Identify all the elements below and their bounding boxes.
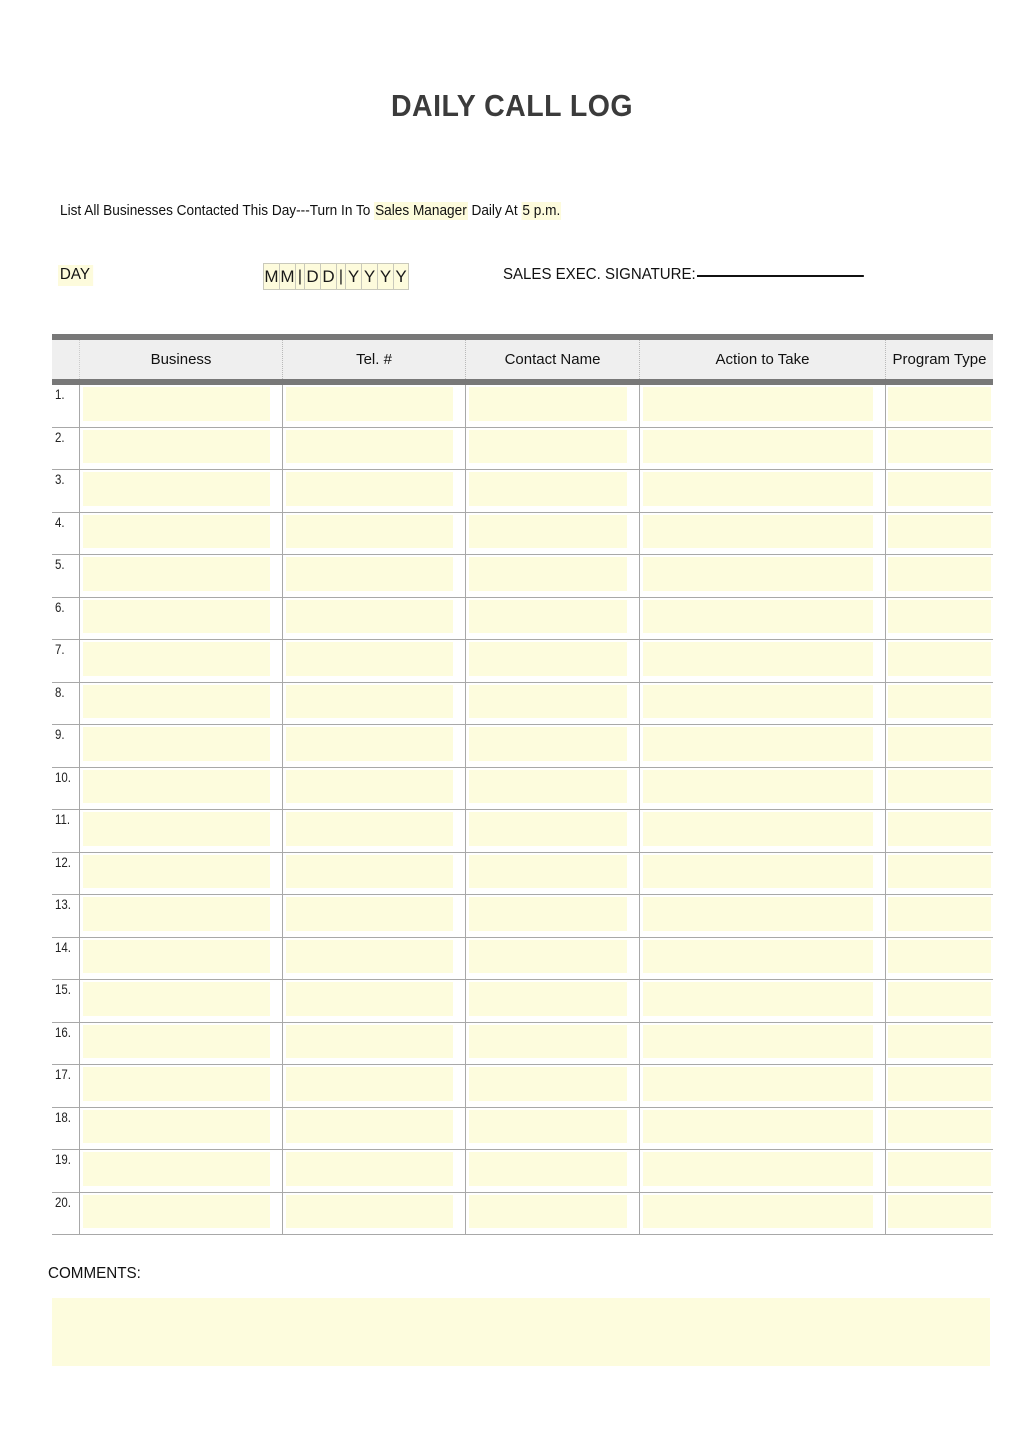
cell-action-to-take[interactable] (640, 1108, 886, 1150)
cell-program-type[interactable] (886, 1108, 993, 1150)
comments-input[interactable] (52, 1298, 990, 1366)
input-contact-name[interactable] (469, 472, 627, 506)
row-number (52, 385, 80, 427)
row-number (52, 895, 80, 937)
date-separator-1: | (295, 263, 304, 290)
cell-program-type[interactable] (886, 555, 993, 597)
input-business[interactable] (83, 685, 270, 719)
input-tel[interactable] (286, 600, 453, 634)
input-tel[interactable] (286, 770, 453, 804)
cell-business[interactable] (80, 938, 283, 980)
cell-tel[interactable] (283, 598, 466, 640)
cell-program-type[interactable] (886, 768, 993, 810)
instruction-field-time[interactable]: 5 p.m. (522, 203, 561, 219)
input-contact-name[interactable] (469, 600, 627, 634)
instruction-text-part1: List All Businesses Contacted This Day---Turn In To (60, 203, 375, 219)
input-business[interactable] (83, 940, 270, 974)
cell-action-to-take[interactable] (640, 1023, 886, 1065)
row-number-label: 15. (55, 981, 71, 997)
cell-action-to-take[interactable] (640, 768, 886, 810)
input-program-type[interactable] (888, 472, 991, 506)
cell-program-type[interactable] (886, 1193, 993, 1235)
cell-contact-name[interactable] (466, 768, 640, 810)
cell-contact-name[interactable] (466, 810, 640, 852)
table-row (52, 853, 993, 896)
cell-tel[interactable] (283, 470, 466, 512)
cell-program-type[interactable] (886, 1023, 993, 1065)
input-action-to-take[interactable] (643, 812, 873, 846)
row-number-label: 2. (55, 428, 65, 445)
input-business[interactable] (83, 855, 270, 889)
input-contact-name[interactable] (469, 897, 627, 931)
cell-contact-name[interactable] (466, 683, 640, 725)
input-tel[interactable] (286, 1195, 453, 1229)
input-tel[interactable] (286, 1025, 453, 1059)
cell-business[interactable] (80, 1065, 283, 1107)
page-title: DAILY CALL LOG (390, 88, 634, 123)
input-action-to-take[interactable] (643, 642, 873, 676)
input-business[interactable] (83, 515, 270, 549)
cell-tel[interactable] (283, 640, 466, 682)
column-header-contact-name: Contact Name (466, 340, 640, 379)
date-box-year-4[interactable]: Y (393, 263, 409, 290)
date-box-day-1[interactable]: D (304, 263, 320, 290)
input-business[interactable] (83, 387, 270, 421)
cell-contact-name[interactable] (466, 385, 640, 427)
input-action-to-take[interactable] (643, 1067, 873, 1101)
row-number-label: 5. (55, 556, 65, 572)
cell-business[interactable] (80, 428, 283, 470)
table-row (52, 980, 993, 1023)
input-tel[interactable] (286, 685, 453, 719)
cell-business[interactable] (80, 598, 283, 640)
table-row (52, 470, 993, 513)
cell-tel[interactable] (283, 768, 466, 810)
cell-action-to-take[interactable] (640, 683, 886, 725)
table-row (52, 768, 993, 811)
input-action-to-take[interactable] (643, 515, 873, 549)
input-contact-name[interactable] (469, 1110, 627, 1144)
date-box-year-2[interactable]: Y (361, 263, 377, 290)
input-program-type[interactable] (888, 685, 991, 719)
input-contact-name[interactable] (469, 1025, 627, 1059)
input-program-type[interactable] (888, 1110, 991, 1144)
cell-contact-name[interactable] (466, 938, 640, 980)
input-contact-name[interactable] (469, 770, 627, 804)
row-number-label: 8. (55, 683, 65, 700)
signature-input-line[interactable] (697, 275, 864, 277)
date-box-month-2[interactable]: M (279, 263, 295, 290)
cell-tel[interactable] (283, 938, 466, 980)
cell-contact-name[interactable] (466, 1108, 640, 1150)
row-number-label: 13. (55, 896, 71, 912)
table-row (52, 810, 993, 853)
cell-business[interactable] (80, 980, 283, 1022)
input-business[interactable] (83, 897, 270, 931)
day-field[interactable]: DAY (58, 265, 93, 286)
table-row (52, 683, 993, 726)
row-number-label: 11. (55, 811, 71, 827)
cell-action-to-take[interactable] (640, 938, 886, 980)
row-number-label: 20. (55, 1193, 71, 1210)
cell-business[interactable] (80, 1150, 283, 1192)
input-contact-name[interactable] (469, 387, 627, 421)
table-row (52, 1023, 993, 1066)
input-action-to-take[interactable] (643, 727, 873, 761)
input-action-to-take[interactable] (643, 897, 873, 931)
instruction-text-part2: Daily At (467, 203, 522, 219)
column-header-action-to-take: Action to Take (640, 340, 886, 379)
row-number-label: 19. (55, 1151, 71, 1167)
cell-business[interactable] (80, 1023, 283, 1065)
input-contact-name[interactable] (469, 982, 627, 1016)
cell-business[interactable] (80, 768, 283, 810)
input-program-type[interactable] (888, 387, 991, 421)
date-box-month-1[interactable]: M (263, 263, 279, 290)
row-number-label: 3. (55, 471, 65, 487)
cell-contact-name[interactable] (466, 470, 640, 512)
cell-program-type[interactable] (886, 1150, 993, 1192)
row-number (52, 938, 80, 980)
input-program-type[interactable] (888, 727, 991, 761)
cell-tel[interactable] (283, 1065, 466, 1107)
table-row (52, 938, 993, 981)
cell-contact-name[interactable] (466, 555, 640, 597)
input-tel[interactable] (286, 430, 453, 464)
input-business[interactable] (83, 1067, 270, 1101)
table-row (52, 598, 993, 641)
input-business[interactable] (83, 1025, 270, 1059)
cell-business[interactable] (80, 1108, 283, 1150)
input-contact-name[interactable] (469, 430, 627, 464)
cell-program-type[interactable] (886, 980, 993, 1022)
input-program-type[interactable] (888, 515, 991, 549)
input-contact-name[interactable] (469, 940, 627, 974)
row-number (52, 555, 80, 597)
cell-business[interactable] (80, 725, 283, 767)
input-contact-name[interactable] (469, 557, 627, 591)
input-program-type[interactable] (888, 1025, 991, 1059)
cell-program-type[interactable] (886, 938, 993, 980)
table-row (52, 1065, 993, 1108)
input-business[interactable] (83, 430, 270, 464)
cell-business[interactable] (80, 683, 283, 725)
row-number-label: 16. (55, 1023, 71, 1040)
cell-program-type[interactable] (886, 513, 993, 555)
table-row (52, 555, 993, 598)
cell-business[interactable] (80, 513, 283, 555)
column-header-tel: Tel. # (283, 340, 466, 379)
cell-action-to-take[interactable] (640, 470, 886, 512)
cell-business[interactable] (80, 640, 283, 682)
cell-action-to-take[interactable] (640, 385, 886, 427)
input-action-to-take[interactable] (643, 1025, 873, 1059)
cell-action-to-take[interactable] (640, 1193, 886, 1235)
table-row (52, 428, 993, 471)
row-number (52, 1150, 80, 1192)
cell-contact-name[interactable] (466, 428, 640, 470)
input-contact-name[interactable] (469, 642, 627, 676)
input-action-to-take[interactable] (643, 472, 873, 506)
cell-program-type[interactable] (886, 683, 993, 725)
table-row (52, 1193, 993, 1236)
cell-business[interactable] (80, 853, 283, 895)
cell-tel[interactable] (283, 555, 466, 597)
input-business[interactable] (83, 1195, 270, 1229)
cell-tel[interactable] (283, 1023, 466, 1065)
signature-row (503, 266, 864, 284)
input-tel[interactable] (286, 940, 453, 974)
cell-contact-name[interactable] (466, 598, 640, 640)
cell-business[interactable] (80, 895, 283, 937)
input-contact-name[interactable] (469, 1067, 627, 1101)
instruction-field-sales-manager[interactable]: Sales Manager (375, 203, 467, 219)
row-number-label: 9. (55, 726, 65, 742)
input-program-type[interactable] (888, 1067, 991, 1101)
input-business[interactable] (83, 812, 270, 846)
date-box-year-3[interactable]: Y (377, 263, 393, 290)
input-tel[interactable] (286, 642, 453, 676)
row-number (52, 428, 80, 470)
input-business[interactable] (83, 1152, 270, 1186)
input-action-to-take[interactable] (643, 685, 873, 719)
row-number-label: 17. (55, 1066, 71, 1082)
input-tel[interactable] (286, 812, 453, 846)
row-number-label: 14. (55, 938, 71, 955)
input-business[interactable] (83, 472, 270, 506)
input-business[interactable] (83, 642, 270, 676)
input-program-type[interactable] (888, 897, 991, 931)
cell-program-type[interactable] (886, 1065, 993, 1107)
cell-business[interactable] (80, 555, 283, 597)
input-contact-name[interactable] (469, 855, 627, 889)
input-tel[interactable] (286, 1110, 453, 1144)
cell-action-to-take[interactable] (640, 598, 886, 640)
cell-tel[interactable] (283, 725, 466, 767)
cell-contact-name[interactable] (466, 1193, 640, 1235)
cell-tel[interactable] (283, 895, 466, 937)
signature-label: SALES EXEC. SIGNATURE: (503, 266, 696, 283)
row-number (52, 683, 80, 725)
cell-tel[interactable] (283, 385, 466, 427)
input-action-to-take[interactable] (643, 557, 873, 591)
input-business[interactable] (83, 982, 270, 1016)
input-program-type[interactable] (888, 770, 991, 804)
table-row (52, 895, 993, 938)
row-number-label: 10. (55, 768, 71, 785)
input-program-type[interactable] (888, 557, 991, 591)
row-number (52, 598, 80, 640)
table-row (52, 725, 993, 768)
input-tel[interactable] (286, 982, 453, 1016)
cell-tel[interactable] (283, 513, 466, 555)
input-program-type[interactable] (888, 812, 991, 846)
table-row (52, 1150, 993, 1193)
date-separator-2: | (336, 263, 345, 290)
input-business[interactable] (83, 557, 270, 591)
cell-business[interactable] (80, 470, 283, 512)
input-program-type[interactable] (888, 940, 991, 974)
cell-tel[interactable] (283, 1150, 466, 1192)
input-action-to-take[interactable] (643, 982, 873, 1016)
cell-program-type[interactable] (886, 428, 993, 470)
date-box-day-2[interactable]: D (320, 263, 336, 290)
cell-tel[interactable] (283, 428, 466, 470)
cell-program-type[interactable] (886, 895, 993, 937)
table-row (52, 640, 993, 683)
cell-contact-name[interactable] (466, 980, 640, 1022)
input-business[interactable] (83, 1110, 270, 1144)
input-business[interactable] (83, 600, 270, 634)
input-tel[interactable] (286, 1152, 453, 1186)
cell-program-type[interactable] (886, 725, 993, 767)
cell-program-type[interactable] (886, 598, 993, 640)
cell-tel[interactable] (283, 683, 466, 725)
date-box-year-1[interactable]: Y (345, 263, 361, 290)
date-entry-boxes[interactable] (263, 263, 409, 290)
row-number (52, 640, 80, 682)
cell-tel[interactable] (283, 853, 466, 895)
table-row (52, 385, 993, 428)
input-program-type[interactable] (888, 1152, 991, 1186)
row-number (52, 470, 80, 512)
input-action-to-take[interactable] (643, 600, 873, 634)
table-header-row (52, 334, 993, 385)
input-tel[interactable] (286, 557, 453, 591)
input-contact-name[interactable] (469, 1195, 627, 1229)
row-number-label: 1. (55, 386, 65, 402)
cell-action-to-take[interactable] (640, 640, 886, 682)
table-body (52, 385, 993, 1235)
input-action-to-take[interactable] (643, 770, 873, 804)
cell-action-to-take[interactable] (640, 555, 886, 597)
input-tel[interactable] (286, 727, 453, 761)
input-program-type[interactable] (888, 855, 991, 889)
input-contact-name[interactable] (469, 515, 627, 549)
row-number (52, 810, 80, 852)
cell-action-to-take[interactable] (640, 513, 886, 555)
cell-program-type[interactable] (886, 810, 993, 852)
cell-program-type[interactable] (886, 385, 993, 427)
input-tel[interactable] (286, 515, 453, 549)
input-program-type[interactable] (888, 1195, 991, 1229)
cell-contact-name[interactable] (466, 1150, 640, 1192)
input-contact-name[interactable] (469, 812, 627, 846)
call-log-table (52, 334, 993, 1235)
cell-business[interactable] (80, 1193, 283, 1235)
cell-business[interactable] (80, 810, 283, 852)
column-header-program-type: Program Type (892, 351, 987, 368)
cell-tel[interactable] (283, 980, 466, 1022)
cell-action-to-take[interactable] (640, 1065, 886, 1107)
row-number (52, 1193, 80, 1235)
cell-business[interactable] (80, 385, 283, 427)
input-business[interactable] (83, 727, 270, 761)
column-header-business: Business (80, 340, 283, 379)
input-action-to-take[interactable] (643, 1195, 873, 1229)
input-program-type[interactable] (888, 430, 991, 464)
cell-action-to-take[interactable] (640, 895, 886, 937)
row-number (52, 980, 80, 1022)
cell-contact-name[interactable] (466, 1065, 640, 1107)
input-contact-name[interactable] (469, 1152, 627, 1186)
cell-contact-name[interactable] (466, 895, 640, 937)
input-program-type[interactable] (888, 600, 991, 634)
input-action-to-take[interactable] (643, 387, 873, 421)
input-action-to-take[interactable] (643, 1152, 873, 1186)
cell-program-type[interactable] (886, 470, 993, 512)
row-number-label: 6. (55, 598, 65, 615)
row-number-label: 4. (55, 513, 65, 530)
cell-contact-name[interactable] (466, 513, 640, 555)
cell-action-to-take[interactable] (640, 810, 886, 852)
input-program-type[interactable] (888, 642, 991, 676)
cell-tel[interactable] (283, 1108, 466, 1150)
cell-action-to-take[interactable] (640, 853, 886, 895)
cell-contact-name[interactable] (466, 725, 640, 767)
input-contact-name[interactable] (469, 685, 627, 719)
input-tel[interactable] (286, 897, 453, 931)
column-header-number (52, 340, 80, 379)
input-action-to-take[interactable] (643, 430, 873, 464)
cell-contact-name[interactable] (466, 640, 640, 682)
input-business[interactable] (83, 770, 270, 804)
input-tel[interactable] (286, 387, 453, 421)
cell-action-to-take[interactable] (640, 980, 886, 1022)
table-row (52, 513, 993, 556)
cell-tel[interactable] (283, 1193, 466, 1235)
row-number (52, 853, 80, 895)
row-number (52, 1023, 80, 1065)
cell-program-type[interactable] (886, 640, 993, 682)
input-action-to-take[interactable] (643, 940, 873, 974)
cell-contact-name[interactable] (466, 1023, 640, 1065)
input-tel[interactable] (286, 855, 453, 889)
row-number (52, 725, 80, 767)
row-number-label: 12. (55, 853, 71, 870)
cell-action-to-take[interactable] (640, 428, 886, 470)
instruction-line (60, 203, 561, 219)
cell-program-type[interactable] (886, 853, 993, 895)
cell-action-to-take[interactable] (640, 725, 886, 767)
input-contact-name[interactable] (469, 727, 627, 761)
row-number (52, 1108, 80, 1150)
row-number (52, 1065, 80, 1107)
cell-tel[interactable] (283, 810, 466, 852)
cell-action-to-take[interactable] (640, 1150, 886, 1192)
row-number-label: 7. (55, 641, 65, 657)
input-tel[interactable] (286, 472, 453, 506)
row-number (52, 768, 80, 810)
input-tel[interactable] (286, 1067, 453, 1101)
input-program-type[interactable] (888, 982, 991, 1016)
comments-label: COMMENTS: (48, 1265, 141, 1282)
table-row (52, 1108, 993, 1151)
input-action-to-take[interactable] (643, 1110, 873, 1144)
cell-contact-name[interactable] (466, 853, 640, 895)
input-action-to-take[interactable] (643, 855, 873, 889)
row-number (52, 513, 80, 555)
row-number-label: 18. (55, 1108, 71, 1125)
